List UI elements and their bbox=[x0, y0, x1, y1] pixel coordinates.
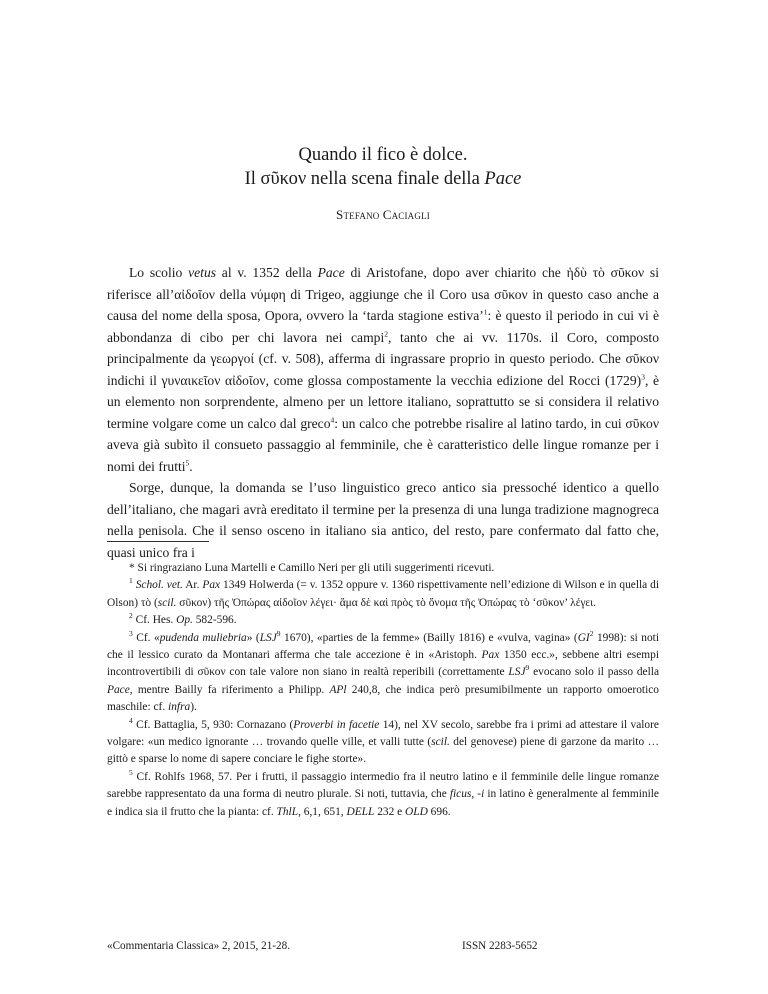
footnote-ref-1[interactable]: 1 bbox=[483, 307, 488, 317]
footnote-ref-3[interactable]: 3 bbox=[641, 371, 645, 381]
title-line-1: Quando il fico è dolce. bbox=[298, 145, 468, 165]
paragraph-1: Lo scolio vetus al v. 1352 della Pace di Aristofane, dopo aver chiarito che ἡδὺ τὸ σῦκον si riferisce all’αἰδοῖον della νύμφη di Trigeo, aggiunge che il Coro usa σῦκον in questo caso anche a causa del nome della sposa, Opora, ovvero la ‘tarda stagione estiva’$^1$: è questo il periodo in cui vi è abbondanza di cibo per chi lavora nei campi$^2$, tanto che ai vv. 1170s. il Coro, composto principalmente da γεωργοί (cf. v. 508), afferma di ingrassare proprio in questo periodo. Che σῦκον indichi il γυναικεῖον αἰδοῖον, come glossa compostamente la vecchia edizione del Rocci $(1729)^3$, è un elemento non sorprendente, almeno per un lettore italiano, soprattutto se si considera il relativo termine volgare come un calco dal greco$^4$: un calco che potrebbe risalire al latino tardo, in cui σῦκον aveva già subìto il consueto passaggio al femminile, che è caratteristico delle lingue romanze per i nomi dei frutti$^5$. bbox=[107, 265, 659, 474]
footnote-ref-5[interactable]: 5 bbox=[185, 457, 190, 467]
footnote-1: $^1$ Schol. vet. Ar. Pax 1349 Holwerda (= v. 1352 oppure v. 1360 rispettivamente nell’edizione di Wilson e in quella di Olson) τὸ (scil. σῦκον) τῆς Ὀπώρας αἰδοῖον λέγει· ἅμα δὲ καὶ πρὸς τὸ ὄνομα τῆς Ὀπώρας τὸ ‘σῦκον’ λέγει. bbox=[107, 576, 659, 609]
footnote-3: $^3$ Cf. «pudenda muliebria» (LSJ$^9$ 1670), «parties de la femme» (Bailly 1816) e «vulva, vagina» ($GI^2$ 1998): si noti che il lessico curato da Montanari afferma che tale accezione è in «Aristoph. Pax 1350 ecc.», sebbene altri esempi incontrovertibili di σῦκον con tale valore non siano in realtà reperibili (correttamente LSJ$^9$ evocano solo il passo della Pace, mentre Bailly fa riferimento a Philipp. APl 240,8, che indica però presumibilmente un rapporto omoerotico maschile: cf. infra). bbox=[107, 628, 660, 714]
body-text bbox=[107, 262, 659, 563]
footnote-5: $^5$ Cf. Rohlfs 1968, 57. Per i frutti, il passaggio intermedio fra il neutro latino e il femminile delle lingue romanze sarebbe rappresentato da una forma di neutro plurale. Si noti, tuttavia, che ficus, -i in latino è generalmente al femminile e indica sia il frutto che la pianta: cf. ThlL, 6,1, 651, DELL 232 e OLD 696. bbox=[107, 768, 659, 818]
issn: ISSN 2283-5652 bbox=[462, 940, 538, 952]
footnote-separator bbox=[107, 541, 209, 542]
footnotes bbox=[107, 560, 659, 821]
journal-citation: «Commentaria Classica» 2, 2015, 21-28. bbox=[107, 940, 291, 952]
author-name: Stefano Caciagli bbox=[336, 207, 430, 222]
footnote-ref-4[interactable]: 4 bbox=[330, 414, 335, 424]
article-title bbox=[107, 143, 659, 191]
footnote-ref-2[interactable]: 2 bbox=[384, 328, 388, 338]
title-line-2: Il σῦκον nella scena finale della Pace bbox=[244, 169, 522, 189]
footnote-star: * Si ringraziano Luna Martelli e Camillo Neri per gli utili suggerimenti ricevuti. bbox=[129, 562, 495, 574]
paragraph-2: Sorge, dunque, la domanda se l’uso linguistico greco antico sia pressoché identico a quello dell’italiano, che magari avrà ereditato il termine per la presenza di una lunga tradizione magnogreca nella penisola. Che il senso osceno in italiano sia antico, del resto, pare confermato dal fatto che, quasi unico fra i bbox=[107, 480, 659, 560]
footnote-4: $^4$ Cf. Battaglia, 5, 930: Cornazano (Proverbi in facetie 14), nel XV secolo, sarebbe fra i primi ad attestare il valore volgare: «un medico ignorante … trovando quelle ville, et valli tutte (scil. del genovese) piene di garzone da marito … gittò e sparse lo nome di sapere conciare le fighe storte». bbox=[107, 715, 659, 766]
footnote-2: $^2$ Cf. Hes. Op. 582-596. bbox=[129, 611, 237, 627]
